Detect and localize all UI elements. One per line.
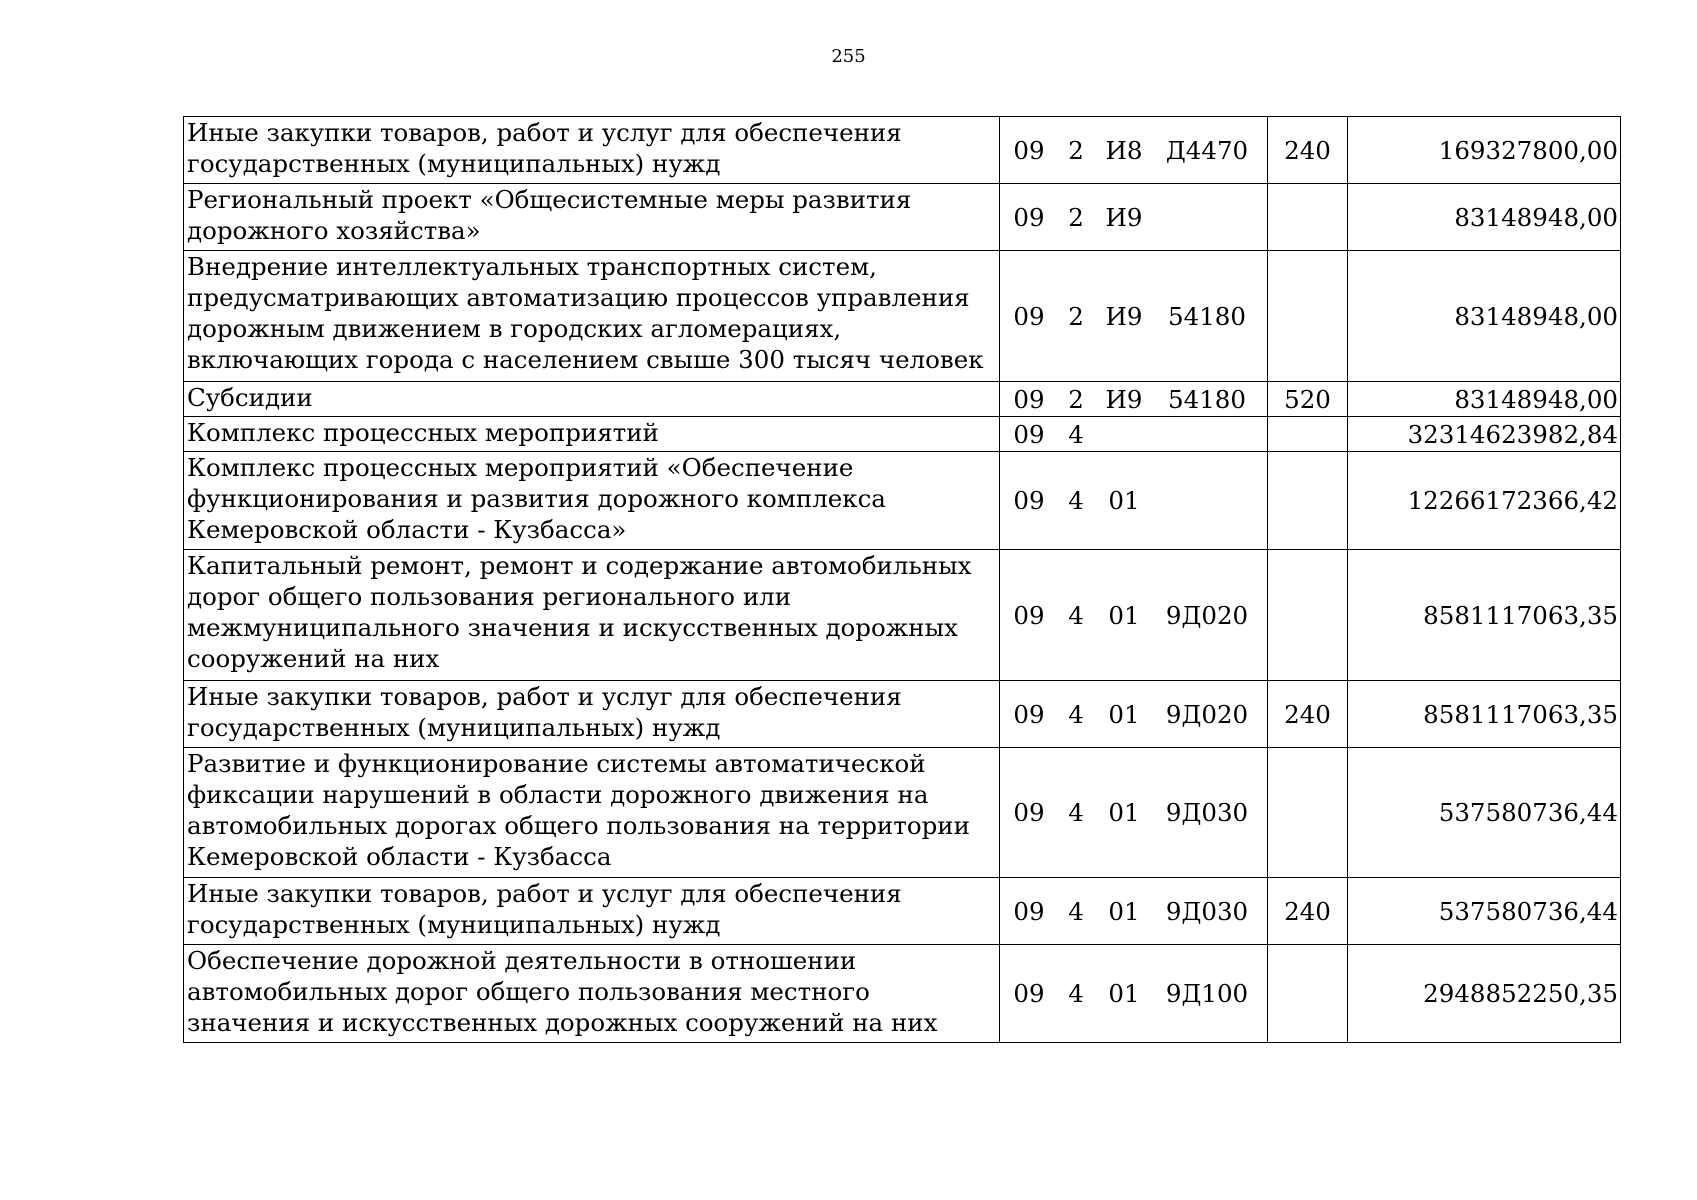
code-program: 09 (1013, 419, 1045, 449)
code-program: 09 (1013, 979, 1045, 1008)
row-name: Иные закупки товаров, работ и услуг для обеспечения государственных (муниципальных) нужд (184, 681, 1000, 748)
code-subprogram: 4 (1068, 486, 1084, 515)
row-expense-type (1268, 417, 1348, 452)
code-project: 01 (1108, 896, 1140, 926)
row-expense-type (1268, 550, 1348, 681)
row-codes (1000, 117, 1268, 184)
row-codes (1000, 251, 1268, 382)
table-row (184, 681, 1621, 748)
row-expense-type: 240 (1268, 681, 1348, 748)
row-expense-type (1268, 945, 1348, 1043)
code-program: 09 (1013, 301, 1045, 331)
row-expense-type: 520 (1268, 382, 1348, 417)
code-project: И8 (1105, 135, 1143, 165)
row-codes (1000, 681, 1268, 748)
row-name: Внедрение интеллектуальных транспортных систем, предусматривающих автоматизацию процессов управления дорожным движением в городских агломерациях, включающих города с населением свыше 300 тысяч человек (184, 251, 1000, 382)
row-expense-type (1268, 452, 1348, 550)
row-amount: 83148948,00 (1348, 382, 1621, 417)
code-program: 09 (1013, 486, 1045, 515)
table-row (184, 878, 1621, 945)
code-project: И9 (1105, 384, 1143, 414)
code-program: 09 (1013, 135, 1045, 165)
code-direction: 9Д030 (1165, 896, 1249, 926)
row-amount: 32314623982,84 (1348, 417, 1621, 452)
table-row (184, 117, 1621, 184)
table-row (184, 945, 1621, 1043)
code-project: 01 (1108, 699, 1140, 729)
table-row (184, 417, 1621, 452)
row-name: Субсидии (184, 382, 1000, 417)
row-amount: 83148948,00 (1348, 251, 1621, 382)
code-program: 09 (1013, 384, 1045, 414)
row-codes (1000, 382, 1268, 417)
row-amount: 169327800,00 (1348, 117, 1621, 184)
row-amount: 12266172366,42 (1348, 452, 1621, 550)
row-expense-type (1268, 748, 1348, 878)
table-row (184, 452, 1621, 550)
code-project: И9 (1105, 202, 1143, 232)
row-codes (1000, 945, 1268, 1043)
table-row (184, 748, 1621, 878)
code-subprogram: 2 (1068, 301, 1084, 331)
row-amount: 2948852250,35 (1348, 945, 1621, 1043)
row-name: Комплекс процессных мероприятий (184, 417, 1000, 452)
row-name: Комплекс процессных мероприятий «Обеспечение функционирования и развития дорожного комплекса Кемеровской области - Кузбасса» (184, 452, 1000, 550)
code-project: 01 (1108, 600, 1140, 630)
budget-table (183, 116, 1621, 1043)
page-number: 255 (831, 46, 866, 67)
row-amount: 8581117063,35 (1348, 681, 1621, 748)
row-name: Региональный проект «Общесистемные меры развития дорожного хозяйства» (184, 184, 1000, 251)
code-subprogram: 4 (1068, 896, 1084, 926)
code-subprogram: 4 (1068, 798, 1084, 827)
row-amount: 537580736,44 (1348, 878, 1621, 945)
code-subprogram: 2 (1068, 384, 1084, 414)
row-amount: 8581117063,35 (1348, 550, 1621, 681)
code-direction: 9Д020 (1165, 600, 1249, 630)
code-subprogram: 4 (1068, 699, 1084, 729)
code-direction: 54180 (1168, 384, 1246, 414)
row-name: Иные закупки товаров, работ и услуг для обеспечения государственных (муниципальных) нужд (184, 878, 1000, 945)
row-name: Капитальный ремонт, ремонт и содержание автомобильных дорог общего пользования регионального или межмуниципального значения и искусственных дорожных сооружений на них (184, 550, 1000, 681)
row-codes (1000, 452, 1268, 550)
code-direction: 9Д030 (1165, 798, 1249, 827)
code-program: 09 (1013, 798, 1045, 827)
code-subprogram: 4 (1068, 419, 1084, 449)
table-row (184, 382, 1621, 417)
row-codes (1000, 417, 1268, 452)
code-subprogram: 4 (1068, 600, 1084, 630)
row-codes (1000, 184, 1268, 251)
row-expense-type (1268, 251, 1348, 382)
code-project: 01 (1108, 798, 1140, 827)
table-row (184, 251, 1621, 382)
row-name: Иные закупки товаров, работ и услуг для обеспечения государственных (муниципальных) нужд (184, 117, 1000, 184)
code-direction: 9Д020 (1165, 699, 1249, 729)
code-subprogram: 4 (1068, 979, 1084, 1008)
code-project: 01 (1108, 979, 1140, 1008)
code-direction: Д4470 (1165, 135, 1249, 165)
row-codes (1000, 878, 1268, 945)
code-project: 01 (1108, 486, 1140, 515)
code-program: 09 (1013, 699, 1045, 729)
code-program: 09 (1013, 896, 1045, 926)
row-expense-type: 240 (1268, 878, 1348, 945)
table-row (184, 184, 1621, 251)
row-amount: 537580736,44 (1348, 748, 1621, 878)
code-program: 09 (1013, 600, 1045, 630)
row-amount: 83148948,00 (1348, 184, 1621, 251)
row-name: Обеспечение дорожной деятельности в отношении автомобильных дорог общего пользования местного значения и искусственных дорожных сооружений на них (184, 945, 1000, 1043)
row-name: Развитие и функционирование системы автоматической фиксации нарушений в области дорожного движения на автомобильных дорогах общего пользования на территории Кемеровской области - Кузбасса (184, 748, 1000, 878)
code-program: 09 (1013, 202, 1045, 232)
code-direction: 9Д100 (1165, 979, 1249, 1008)
code-subprogram: 2 (1068, 135, 1084, 165)
table-row (184, 550, 1621, 681)
row-codes (1000, 550, 1268, 681)
code-subprogram: 2 (1068, 202, 1084, 232)
code-project: И9 (1105, 301, 1143, 331)
row-codes (1000, 748, 1268, 878)
code-direction: 54180 (1168, 301, 1246, 331)
row-expense-type: 240 (1268, 117, 1348, 184)
row-expense-type (1268, 184, 1348, 251)
